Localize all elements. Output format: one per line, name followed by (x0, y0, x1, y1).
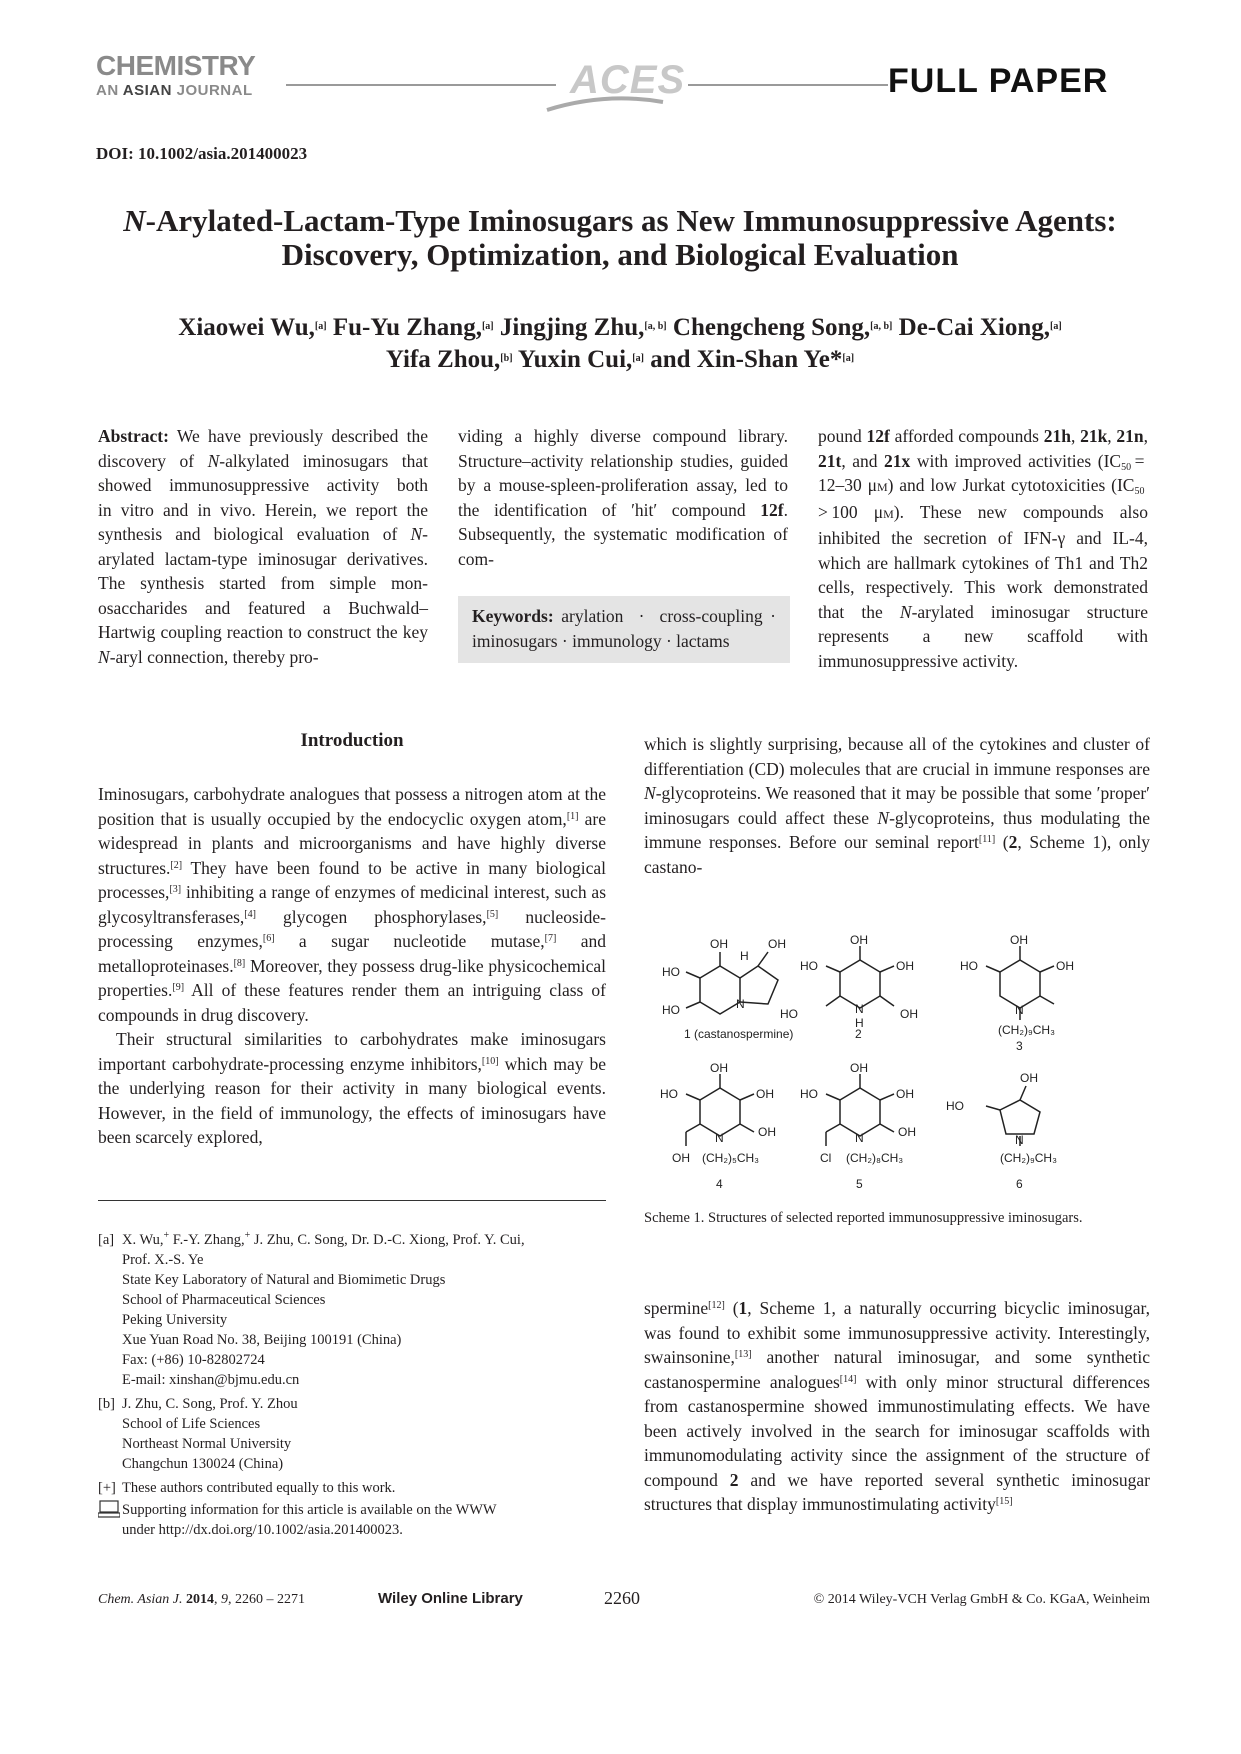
header-rule-right (688, 84, 888, 86)
abstract-label: Abstract: (98, 426, 169, 446)
compound-label-2: 2 (855, 1027, 862, 1041)
author: and Xin-Shan Ye* (650, 346, 843, 373)
compound-label-6: 6 (1016, 1177, 1023, 1191)
intro-left-column: Iminosugars, carbohydrate analogues that possess a nitrogen atom at the position that is usually occupied by the endocyclic oxygen atom,[1] are widespread in plants and microorganisms and have highly diverse structures.[2] They have been found to be active in many biological processes,[3] inhibiting a range of enzymes of medicinal interest, such as glycosyltransferases,[4] glycogen phosphorylases,[5] nucleoside-processing enzymes,[6] a sugar nucleotide mutase,[7] and metalloproteinases.[8] Moreover, they possess drug-like physicochemical properties.[9] All of these features render them an intriguing class of compounds in drug discovery. Their structural similarities to carbohydrates make iminosugars important carbohydrate-processing enzyme inhibitors,[10] which may be the underlying reason for their activity in many biological events. However, in the field of immunology, the effects of iminosugars have been scarcely explored, (98, 784, 606, 1147)
svg-text:HO: HO (960, 959, 978, 973)
journal-logo-subtitle: AN ASIAN JOURNAL (96, 82, 253, 99)
svg-text:(CH₂)₅CH₃: (CH₂)₅CH₃ (702, 1151, 760, 1165)
svg-text:OH: OH (900, 1007, 918, 1021)
footer-copyright: © 2014 Wiley-VCH Verlag GmbH & Co. KGaA, Weinheim (813, 1592, 1150, 1607)
supporting-info-note: Supporting information for this article is available on the WWW under http://dx.doi.org/10.1002/asia.201400023. (98, 1500, 606, 1540)
svg-text:N: N (1015, 1133, 1024, 1147)
svg-text:OH: OH (898, 1125, 916, 1139)
journal-logo (96, 52, 296, 99)
svg-text:OH: OH (756, 1087, 774, 1101)
intro-right-column-bottom: spermine[12] (1, Scheme 1, a naturally occurring bicyclic iminosugar, was found to exhibit some immunosuppressive activity. Interestingly, swainsonine,[13] another natural iminosugar, and some synthetic castanospermine analogues[14] with only minor structural differences from castanospermine showed immunostimulating effects. We have been actively involved in the search for iminosugar scaffolds with immunomodulating activity since the assignment of the structure of compound 2 and we have reported several synthetic iminosugar structures that display immunostimulating activity[15] (644, 1298, 1150, 1514)
compound-6-structure (946, 1071, 1057, 1165)
compound-5-structure (800, 1061, 916, 1165)
author: Fu-Yu Zhang, (332, 314, 482, 341)
author-list: Xiaowei Wu,[a] Fu-Yu Zhang,[a] Jingjing Zhu,[a, b] Chengcheng Song,[a, b] De-Cai Xiong,[a] Yifa Zhou,[b] Yuxin Cui,[a] and Xin-Shan Ye*[a] (178, 314, 1062, 373)
computer-icon (98, 1500, 122, 1540)
svg-text:OH: OH (710, 1061, 728, 1075)
article-type: FULL PAPER (888, 62, 1109, 100)
doi: DOI: 10.1002/asia.201400023 (96, 144, 308, 163)
compound-label-5: 5 (856, 1177, 863, 1191)
footnote-divider (98, 1200, 606, 1201)
author: Yuxin Cui, (517, 346, 633, 373)
aces-swoosh (545, 96, 665, 112)
svg-text:N: N (715, 1131, 724, 1145)
intro-right-column-top: which is slightly surprising, because all of the cytokines and cluster of differentiation (CD) molecules that are crucial in immune responses are N-glycoproteins. We reasoned that it may be possible that some ′proper′ iminosugars could affect these N-glycoproteins, thus modulating the immune responses. Before our seminal report[11] (2, Scheme 1), only castano- (644, 734, 1150, 877)
compound-2-structure (780, 933, 918, 1030)
svg-text:N: N (855, 1002, 864, 1016)
compound-3-structure (960, 933, 1074, 1037)
journal-logo-title: CHEMISTRY (96, 50, 256, 81)
svg-text:OH: OH (1020, 1071, 1038, 1085)
svg-text:Cl: Cl (820, 1151, 832, 1165)
svg-text:HO: HO (662, 965, 680, 979)
scheme-1 (660, 930, 1140, 1200)
svg-text:HO: HO (800, 959, 818, 973)
svg-text:N: N (736, 997, 745, 1011)
abstract-col-1: Abstract: We have previously described the discovery of N-alkylated iminosugars that showed immunosuppressive activity both in vitro and in vivo. Herein, we report the synthesis and biological evaluation of N-arylated lactam-type iminosugar derivatives. The synthesis started from simple monosaccharides and featured a Buchwald–Hartwig coupling reaction to construct the key N-aryl connection, thereby pro- (98, 426, 428, 667)
svg-text:HO: HO (800, 1087, 818, 1101)
svg-text:HO: HO (660, 1087, 678, 1101)
svg-text:OH: OH (1010, 933, 1028, 947)
compound-label-4: 4 (716, 1177, 723, 1191)
compound-1-structure (662, 937, 786, 1017)
scheme-caption: Scheme 1. Structures of selected reported immunosuppressive iminosugars. (644, 1210, 1083, 1226)
affiliation-tag: [a] (98, 1232, 115, 1248)
page-title: N-Arylated-Lactam-Type Iminosugars as New Immunosuppressive Agents: Discovery, Optimization, and Biological Evaluation (123, 203, 1117, 272)
compound-label-3: 3 (1016, 1039, 1023, 1053)
svg-text:(CH₂)₈CH₃: (CH₂)₈CH₃ (846, 1151, 904, 1165)
svg-text:H: H (855, 1016, 864, 1030)
abstract-col-2: viding a highly diverse compound library. Structure–activity relationship studies, guided by a mouse-spleen-proliferation assay, led to the identification of ′hit′ compound 12f. Subsequently, the systematic modification of com- (458, 426, 788, 569)
svg-text:H: H (740, 949, 749, 963)
author: Jingjing Zhu, (499, 314, 645, 341)
svg-text:OH: OH (758, 1125, 776, 1139)
author: Chengcheng Song, (672, 314, 871, 341)
page-number: 2260 (604, 1588, 640, 1608)
header-rule-left (286, 84, 556, 86)
affiliation-tag: [b] (98, 1396, 115, 1412)
svg-text:OH: OH (1056, 959, 1074, 973)
section-heading-introduction: Introduction (300, 730, 404, 751)
svg-text:OH: OH (850, 1061, 868, 1075)
compound-label-1: 1 (castanospermine) (684, 1027, 794, 1041)
abstract-col-3: pound 12f afforded compounds 21h, 21k, 21n, 21t, and 21x with improved activities ($IC_{50} = 12-30$ μM) and low Jurkat cytotoxicities ($IC_{50} > 100$ μM). These new compounds also inhibited the secretion of IFN-γ and IL-4, which are hallmark cytokines of Th1 and Th2 cells, respectively. This work demonstrated that the N-arylated iminosugar structure represents a new scaffold with immunosuppressive activity. (818, 426, 1149, 671)
aces-logo: ACES (570, 58, 686, 102)
footer-library: Wiley Online Library (378, 1590, 523, 1607)
affiliation-a: [a] X. Wu,+ F.-Y. Zhang,+ J. Zhu, C. Song, Dr. D.-C. Xiong, Prof. Y. Cui, Prof. X.-S. Ye State Key Laboratory of Natural and Biomimetic Drugs School of Pharmaceutical Sciences Peking University Xue Yuan Road No. 38, Beijing 100191 (China) Fax: (+86) 10-82802724 E-mail: xinshan@bjmu.edu.cn [b] J. Zhu, C. Song, Prof. Y. Zhou School of Life Sciences Northeast Normal University Changchun 130024 (China) [+] These authors contributed equally to this work. Supporting information for this article is available on the WWW under http://dx.doi.org/10.1002/asia.201400023. (98, 1230, 606, 1540)
svg-text:N: N (1015, 1003, 1024, 1017)
svg-text:(CH₂)₉CH₃: (CH₂)₉CH₃ (1000, 1151, 1057, 1165)
svg-text:OH: OH (768, 937, 786, 951)
footer-citation: Chem. Asian J. 2014, 9, 2260 – 2271 (98, 1592, 306, 1607)
svg-text:OH: OH (896, 959, 914, 973)
compound-4-structure (660, 1061, 776, 1165)
svg-text:OH: OH (896, 1087, 914, 1101)
svg-text:HO: HO (780, 1007, 798, 1021)
equal-contribution-note: [+] These authors contributed equally to this work. (98, 1480, 396, 1496)
svg-text:HO: HO (946, 1099, 964, 1113)
svg-text:OH: OH (850, 933, 868, 947)
svg-text:(CH₂)₉CH₃: (CH₂)₉CH₃ (998, 1023, 1055, 1037)
author: De-Cai Xiong, (898, 314, 1051, 341)
svg-text:OH: OH (710, 937, 728, 951)
keywords-box: Keywords: arylation · cross-coupling · iminosugars · immunology · lactams (458, 596, 790, 663)
author: Yifa Zhou, (385, 346, 501, 373)
svg-text:HO: HO (662, 1003, 680, 1017)
author: Xiaowei Wu, (178, 314, 315, 341)
svg-text:N: N (855, 1131, 864, 1145)
affiliation-b: [b] J. Zhu, C. Song, Prof. Y. Zhou School of Life Sciences Northeast Normal University Changchun 130024 (China) (98, 1396, 298, 1472)
svg-text:OH: OH (672, 1151, 690, 1165)
